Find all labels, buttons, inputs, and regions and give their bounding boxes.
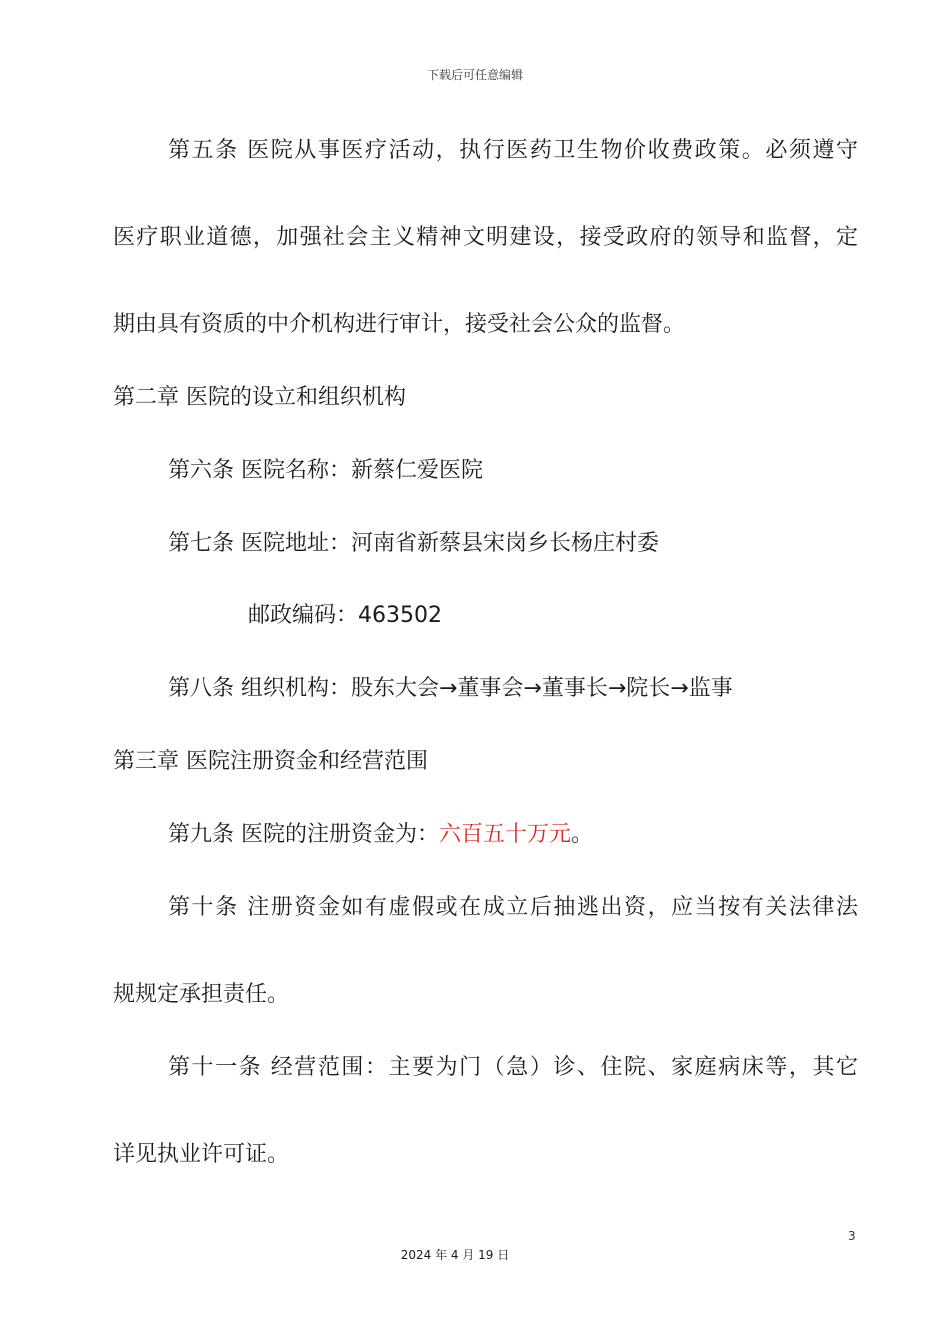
article-6: 第六条 医院名称：新蔡仁爱医院 — [168, 458, 483, 483]
article-5-line-1: 第五条 医院从事医疗活动，执行医药卫生物价收费政策。必须遵守 — [168, 138, 858, 163]
article-9-prefix: 第九条 医院的注册资金为： — [168, 822, 439, 847]
article-5-line-2: 医疗职业道德，加强社会主义精神文明建设，接受政府的领导和监督，定 — [113, 225, 858, 250]
article-9 — [168, 820, 593, 850]
article-8: 第八条 组织机构：股东大会→董事会→董事长→院长→监事 — [168, 676, 733, 701]
page-header: 下载后可任意编辑 — [426, 68, 523, 82]
article-7: 第七条 医院地址：河南省新蔡县宋岗乡长杨庄村委 — [168, 531, 659, 556]
article-9-suffix: 。 — [571, 822, 594, 847]
article-11-line-2: 详见执业许可证。 — [113, 1142, 290, 1167]
postcode: 邮政编码：463502 — [248, 603, 442, 628]
chapter-2-heading: 第二章 医院的设立和组织机构 — [113, 385, 406, 410]
chapter-3-heading: 第三章 医院注册资金和经营范围 — [113, 749, 428, 774]
article-10-line-2: 规规定承担责任。 — [113, 982, 290, 1007]
article-10-line-1: 第十条 注册资金如有虚假或在成立后抽逃出资，应当按有关法律法 — [168, 895, 858, 920]
footer-date: 2024 年 4 月 19 日 — [400, 1248, 510, 1262]
article-11-line-1: 第十一条 经营范围：主要为门（急）诊、住院、家庭病床等，其它 — [168, 1055, 858, 1080]
page-number: 3 — [848, 1229, 856, 1243]
registered-capital-amount: 六百五十万元 — [439, 822, 572, 847]
article-5-line-3: 期由具有资质的中介机构进行审计，接受社会公众的监督。 — [113, 312, 686, 337]
